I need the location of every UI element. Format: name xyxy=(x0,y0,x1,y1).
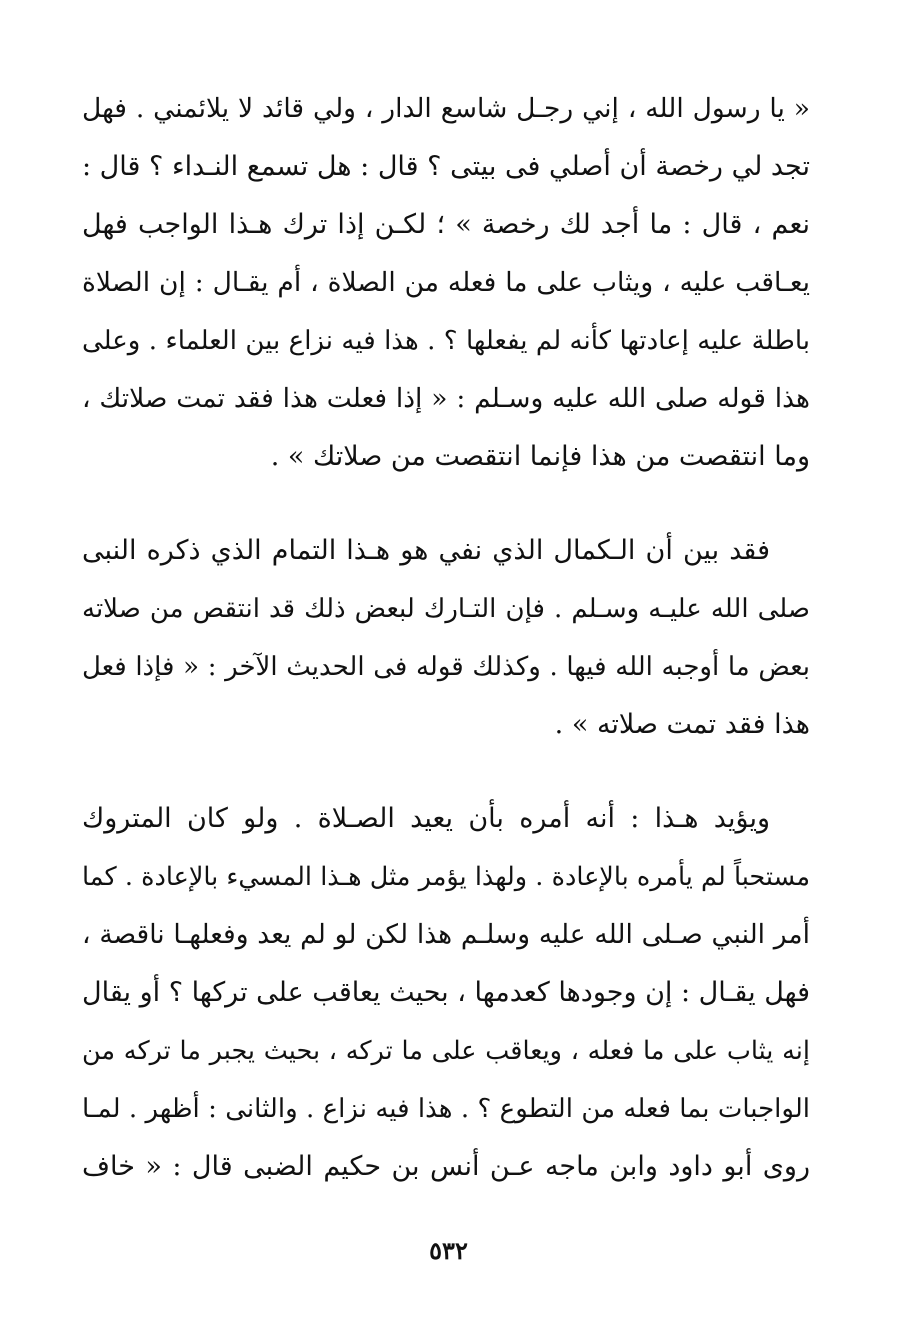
text-line: « يا رسول الله ، إني رجـل شاسع الدار ، ولي قائد لا يلائمني . فهل xyxy=(82,93,810,124)
page-body xyxy=(82,80,810,1196)
text-line: تجد لي رخصة أن أصلي فى بيتى ؟ قال : هل تسمع النـداء ؟ قال : xyxy=(82,151,810,182)
text-line: وما انتقصت من هذا فإنما انتقصت من صلاتك » . xyxy=(270,441,810,472)
text-line: هذا قوله صلى الله عليه وسـلم : « إذا فعلت هذا فقد تمت صلاتك ، xyxy=(82,383,810,414)
text-line: نعم ، قال : ما أجد لك رخصة » ؛ لكـن إذا ترك هـذا الواجب فهل xyxy=(82,209,810,240)
text-line: إنه يثاب على ما فعله ، ويعاقب على ما تركه ، بحيث يجبر ما تركه من xyxy=(82,1036,810,1066)
text-line: الواجبات بما فعله من التطوع ؟ . هذا فيه نزاع . والثانى : أظهر . لمـا xyxy=(82,1094,810,1124)
text-line: فهل يقـال : إن وجودها كعدمها ، بحيث يعاقب على تركها ؟ أو يقال xyxy=(82,977,810,1008)
text-line: مستحباً لم يأمره بالإعادة . ولهذا يؤمر مثل هـذا المسيء بالإعادة . كما xyxy=(82,862,810,892)
text-line: باطلة عليه إعادتها كأنه لم يفعلها ؟ . هذا فيه نزاع بين العلماء . وعلى xyxy=(82,326,810,356)
text-line: هذا فقد تمت صلاته » . xyxy=(554,709,810,740)
text-line: أمر النبي صـلى الله عليه وسلـم هذا لكن لو لم يعد وفعلهـا ناقصة ، xyxy=(82,919,810,950)
text-line: صلى الله عليـه وسـلم . فإن التـارك لبعض ذلك قد انتقص من صلاته xyxy=(82,594,810,624)
text-line: فقد بين أن الـكمال الذي نفي هو هـذا التمام الذي ذكره النبى xyxy=(82,535,770,566)
text-line: بعض ما أوجبه الله فيها . وكذلك قوله فى الحديث الآخر : « فإذا فعل xyxy=(82,652,810,682)
paragraph-2 xyxy=(82,522,810,754)
text-line: ويؤيد هـذا : أنه أمره بأن يعيد الصـلاة . ولو كان المتروك xyxy=(82,803,770,834)
paragraph-3 xyxy=(82,790,810,1196)
text-line: روى أبو داود وابن ماجه عـن أنس بن حكيم الضبى قال : « خاف xyxy=(82,1151,810,1182)
paragraph-1 xyxy=(82,80,810,486)
page-number: ٥٣٢ xyxy=(429,1236,468,1265)
text-line: يعـاقب عليه ، ويثاب على ما فعله من الصلاة ، أم يقـال : إن الصلاة xyxy=(82,267,810,298)
